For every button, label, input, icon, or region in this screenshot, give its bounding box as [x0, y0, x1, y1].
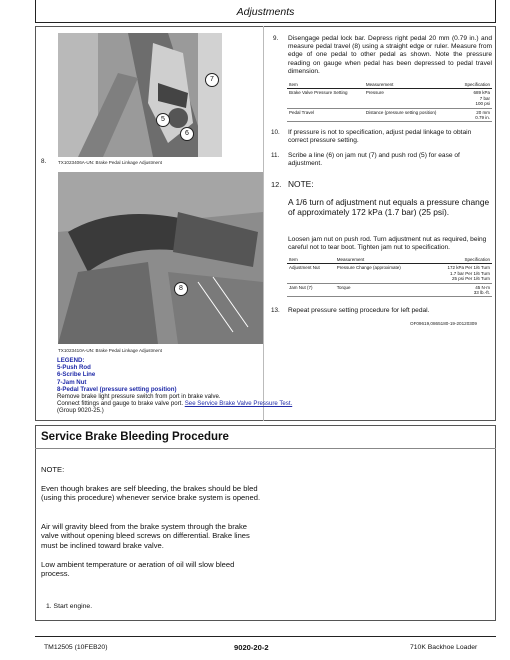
pressure-spec-table [287, 81, 492, 122]
table-row [287, 89, 492, 108]
step-start-engine: 1. Start engine. [46, 603, 93, 610]
ambient-temperature-text: Low ambient temperature or aeration of oil will slow bleed process. [41, 560, 235, 579]
header-rule [35, 22, 496, 23]
step-9-number: 9. [273, 35, 279, 42]
table-header-item: Item [287, 256, 335, 264]
jam-nut-instructions: Loosen jam nut on push rod. Turn adjustment nut as required, being careful not to tear boot. Tighten jam nut to specification. [288, 236, 487, 252]
footer-manual-id: TM12505 (10FEB20) [44, 644, 108, 651]
table-header-specification: Specification [456, 81, 492, 89]
step-9-text: Disengage pedal lock bar. Depress right pedal 20 mm (0.79 in.) and measure pedal travel (8) using a straight edge or ruler. Measure from edge of one pedal to other pedal as shown. Note the pressure reading on gauge when pedal has been depressed to pedal travel dimension. [288, 35, 492, 75]
brake-linkage-photo-2 [58, 172, 263, 344]
legend-item-scribe-line: 6-Scribe Line [57, 371, 96, 379]
legend-item-push-rod: 5-Push Rod [57, 364, 91, 372]
legend-item-jam-nut: 7-Jam Nut [57, 378, 87, 386]
table-row [287, 264, 492, 283]
table-header-measurement: Measurement [335, 256, 428, 264]
step-11-number: 11. [271, 152, 280, 159]
brake-linkage-photo-1 [58, 33, 222, 157]
table-cell: Pressure Change (approximate) [335, 264, 428, 283]
callout-6: 6 [180, 127, 194, 141]
table-cell: 20 mm 0.79 in. [456, 108, 492, 122]
table-header-measurement: Measurement [364, 81, 456, 89]
step-12-number: 12. [271, 180, 282, 189]
footer-rule [35, 636, 496, 637]
connect-gauge-sentence: Connect fittings and gauge to brake valve port. [57, 400, 184, 408]
table-cell: Torque [335, 283, 428, 297]
callout-8: 8 [174, 282, 188, 296]
section-note-label: NOTE: [41, 465, 65, 474]
section-title-rule [35, 448, 496, 449]
step-13-text: Repeat pressure setting procedure for left pedal. [288, 307, 430, 314]
connect-gauge-text [57, 400, 292, 407]
step-12-note-text: A 1/6 turn of adjustment nut equals a pressure change of approximately 172 kPa (1.7 bar) (25 psi). [288, 197, 490, 218]
self-bleeding-note: Even though brakes are self bleeding, the brakes should be bled (using this procedure) whenever service brake system is opened. [41, 484, 261, 503]
legend-title: LEGEND: [57, 357, 85, 364]
gravity-bleed-text: Air will gravity bleed from the brake system through the brake valve without opening bleed screws on differential. Brake lines must be inclined toward brake valve. [41, 522, 250, 550]
table-header-row [287, 81, 492, 89]
step-10-text: If pressure is not to specification, adjust pedal linkage to obtain correct pressure setting. [288, 129, 472, 145]
table-cell: 45 N·m 33 lb.-ft. [428, 283, 492, 297]
footer-page-number: 9020-20-2 [234, 643, 269, 652]
table-cell: Pressure [364, 89, 456, 108]
figure-legend [57, 357, 292, 415]
table-header-row [287, 256, 492, 264]
section-title: Service Brake Bleeding Procedure [41, 431, 229, 443]
step-13-number: 13. [271, 307, 280, 314]
photo-1-illustration [58, 33, 222, 157]
table-cell: Distance (pressure setting position) [364, 108, 456, 122]
photo-2-illustration [58, 172, 263, 344]
table-cell: Brake Valve Pressure Setting [287, 89, 364, 108]
step-10-number: 10. [271, 129, 280, 136]
table-cell: Adjustment Nut [287, 264, 335, 283]
table-cell: 689 kPa 7 bar 100 psi [456, 89, 492, 108]
step-12-note-label: NOTE: [288, 179, 314, 189]
page-section-title: Adjustments [236, 6, 295, 18]
figure-2-caption: TX1023410A-UN: Brake Pedal Linkage Adjustment [58, 348, 162, 353]
step-8-number: 8. [41, 158, 47, 165]
table-row [287, 283, 492, 297]
pressure-test-link[interactable]: See Service Brake Valve Pressure Test. [184, 400, 293, 408]
group-reference: (Group 9020-25.) [57, 407, 104, 415]
table-cell: 172 kPa Per 1/6 Turn 1.7 bar Per 1/6 Turn 25 psi Per 1/6 Turn [428, 264, 492, 283]
table-cell: Pedal Travel [287, 108, 364, 122]
callout-5: 5 [156, 113, 170, 127]
remove-switch-text: Remove brake light pressure switch from port in brake valve. [57, 393, 221, 401]
adjustment-spec-table [287, 256, 492, 297]
step-11-text: Scribe a line (6) on jam nut (7) and push rod (5) for ease of adjustment. [288, 152, 460, 168]
table-row [287, 108, 492, 122]
figure-1-caption: TX1023406A-UN: Brake Pedal Linkage Adjustment [58, 160, 162, 165]
table-header-item: Item [287, 81, 364, 89]
legend-item-pedal-travel: 8-Pedal Travel (pressure setting position) [57, 385, 177, 393]
table-header-specification: Specification [428, 256, 492, 264]
footer-machine-model: 710K Backhoe Loader [410, 644, 478, 651]
callout-7: 7 [205, 73, 219, 87]
document-reference-id: OF09619,0865180-19-20120309 [410, 321, 477, 326]
table-cell: Jam Nut (7) [287, 283, 335, 297]
